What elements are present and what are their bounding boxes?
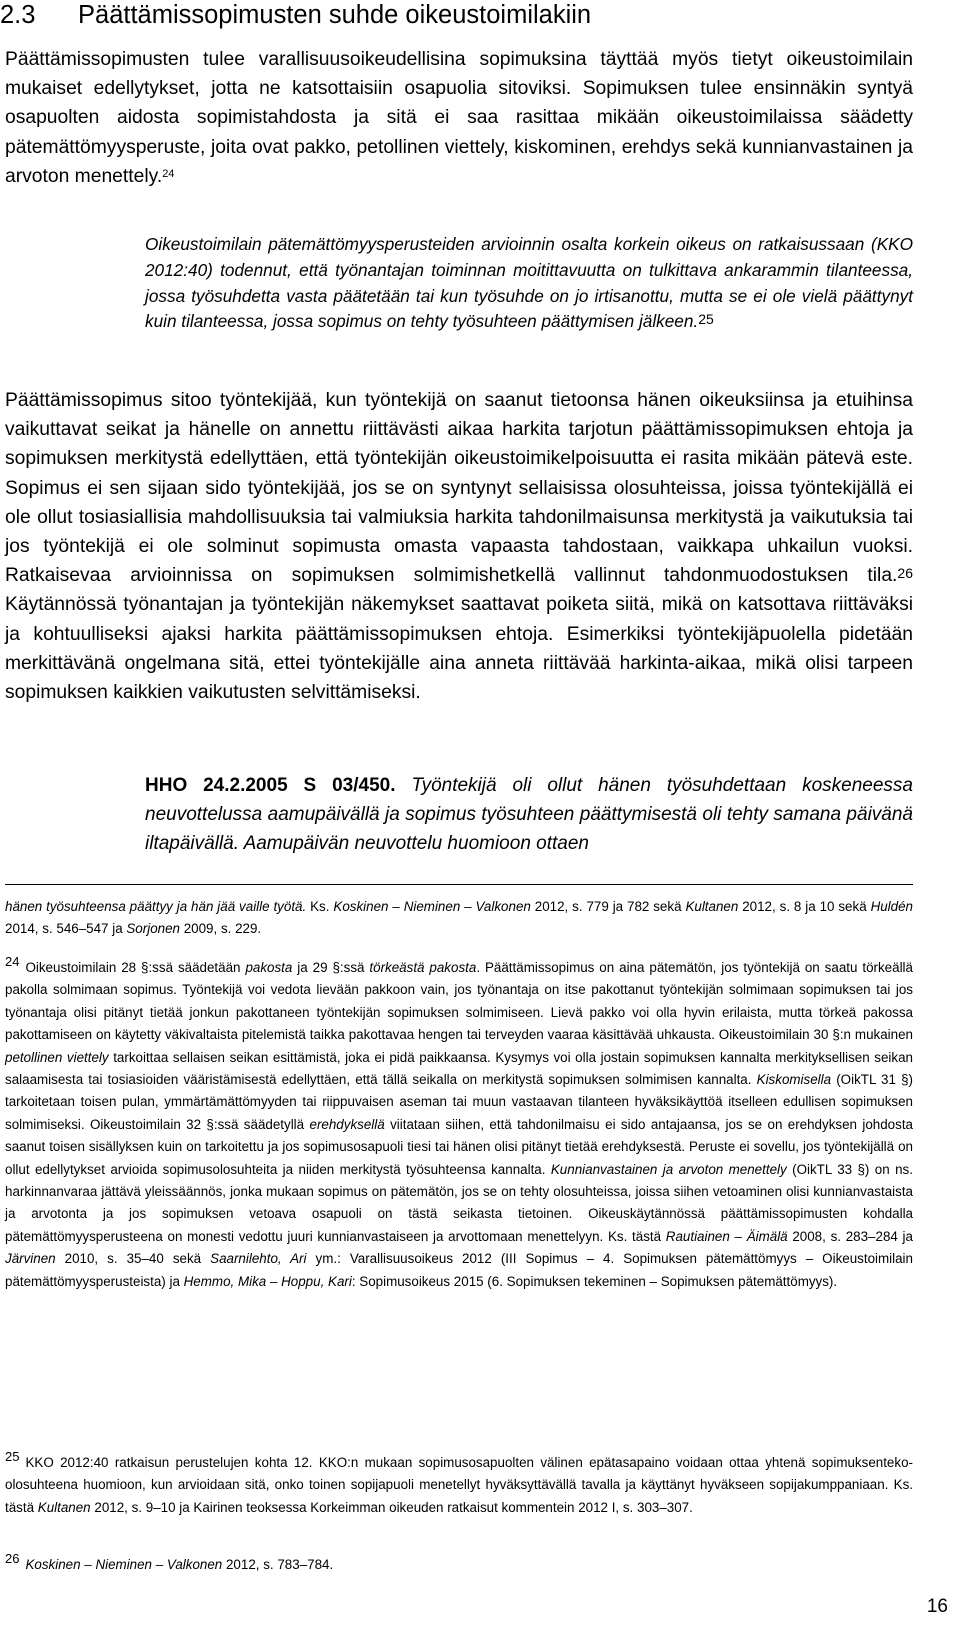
paragraph-binding (5, 386, 913, 707)
footnote-ref-25[interactable]: 25 (698, 311, 714, 328)
paragraph-intro (5, 45, 913, 191)
footnote-25-mark: 25 (5, 1449, 20, 1464)
section-number: 2.3 (0, 1, 36, 29)
page-number: 16 (926, 1596, 948, 1617)
footnote-continued: hänen työsuhteensa päättyy ja hän jää vaille työtä. Ks. Koskinen – Nieminen – Valkonen 2012, s. 779 ja 782 sekä Kultanen 2012, s. 8 ja 10 sekä Huldén 2014, s. 546–547 ja Sorjonen 2009, s. 229. (5, 899, 913, 937)
section-title: Päättämissopimusten suhde oikeustoimilakiin (78, 1, 592, 29)
footnote-ref-26[interactable]: 26 (897, 565, 913, 582)
quote-kko-text: Oikeustoimilain pätemättömyysperusteiden arvioinnin osalta korkein oikeus on ratkaisussaan (KKO 2012:40) todennut, että työnantajan toiminnan moitittavuutta on tulkittava ankarammin tilanteessa, jossa työsuhdetta vasta päätetään tai kun työsuhde on jo irtisanottu, mutta se ei ole vielä päättynyt kuin tilanteessa, jossa sopimus on tehty työsuhteen päättymisen jälkeen. (145, 234, 913, 332)
quote-hho: HHO 24.2.2005 S 03/450. Työntekijä oli ollut hänen työsuhdettaan koskeneessa neuvottelussa aamupäivällä ja sopimus työsuhteen päättymisestä oli tehty samana päivänä iltapäivällä. Aamupäivän neuvottelu huomioon ottaen (145, 775, 913, 854)
paragraph-binding-text-b: Käytännössä työnantajan ja työntekijän näkemykset saattavat poiketa siitä, mikä on katsottava riittäväksi ja kohtuulliseksi ajaksi harkita päättämissopimuksen ehtoja. Esimerkiksi työntekijäpuolella pidetään merkittävänä ongelmana sitä, ettei työntekijälle aina anneta riittävää harkinta-aikaa, mikä olisi tarpeen sopimuksen kaikkien vaikutusten selvittämiseksi. (5, 594, 913, 704)
paragraph-intro-text: Päättämissopimusten tulee varallisuusoikeudellisina sopimuksina täyttää myös tietyt oikeustoimilain mukaiset edellytykset, jotta ne katsottaisiin osapuolia sitoviksi. Sopimuksen tulee ensinnäkin syntyä osapuolten aidosta sopimistahdosta ja sitä ei saa rasittaa mikään oikeustoimilaissa säädetty pätemättömyysperuste, joita ovat pakko, petollinen viettely, kiskominen, erehdys sekä kunnianvastainen ja arvoton menettely. (5, 49, 913, 187)
quote-kko (145, 232, 913, 335)
footnote-26: 26 Koskinen – Nieminen – Valkonen 2012, s. 783–784. (5, 1551, 334, 1572)
footnote-24: 24 Oikeustoimilain 28 §:ssä säädetään pakosta ja 29 §:ssä törkeästä pakosta. Päättämissopimus on aina pätemätön, jos työntekijä on saatu törkeällä pakolla solmimaan sopimus. Työntekijä voi vedota lievään pakkoon vain, jos työnantaja on itse pakottanut työntekijän solmimaan sopimuksen tai jos työnantaja olisi pitänyt tietää jonkun pakottaneen työntekijän sopimuksen solmimiseen. Lievä pakko voi olla hyvin erilaista, mutta törkeä pakossa pakottamiseen on käytetty väkivaltaista pitelemistä taikka pakottavaa hengen tai terveyden vaaraa käsittävää uhkausta. Oikeustoimilain 30 §:n mukainen petollinen viettely tarkoittaa sellaisen seikan esittämistä, joka ei pidä paikkaansa. Kysymys voi olla jostain sopimuksen kannalta merkityksellisen seikan salaamisesta tai tosiasioiden vääristämisestä edellyttäen, että tällä seikalla on merkitystä sopimuksen solmimisen kannalta. Kiskomisella (OikTL 31 §) tarkoitetaan toisen pulan, ymmärtämättömyyden tai riippuvaisen aseman tai muun vastaavan tilanteen hyväksikäyttöä itselleen edullisen sopimuksen solmimiseksi. Oikeustoimilain 32 §:ssä säädetyllä erehdyksellä viitataan siihen, että tahdonilmaisu ei sido antajaansa, jos se on erehdyksen johdosta saanut toisen sisällyksen kuin on tarkoitettu ja jos sopimusosapuoli tiesi tai hänen olisi pitänyt tietää erehdyksestä. Peruste ei sovellu, jos työntekijällä on ollut edellytykset arvioida sopimusolosuhteita ja niiden merkitystä työsuhteensa kannalta. Kunnianvastainen ja arvoton menettely (OikTL 33 §) on ns. harkinnanvaraa jättävä yleissäännös, jonka mukaan sopimus on pätemätön, jos se on tehty olosuhteissa, joissa siihen vetoaminen olisi kunnianvastaista ja arvotonta ja jos sopimuksen vetoava osapuoli on tästä seikasta tietoinen. Oikeuskäytännössä päättämissopimusten kohdalla pätemättömyysperusteena on monesti vedottu juuri kunnianvastaiseen ja arvottomaan menettelyyn. Ks. tästä Rautiainen – Äimälä 2008, s. 283–284 ja Järvinen 2010, s. 35–40 sekä Saarnilehto, Ari ym.: Varallisuusoikeus 2012 (III Sopimus – 4. Sopimuksen pätemättömyys – Oikeustoimilain pätemättömyysperusteista) ja Hemmo, Mika – Hoppu, Kari: Sopimusoikeus 2015 (6. Sopimuksen tekeminen – Sopimuksen pätemättömyys). (5, 954, 913, 1289)
quote-hho-text: Työntekijä oli ollut hänen työsuhdettaan koskeneessa neuvottelussa aamupäivällä ja sopimus työsuhteen päättymisestä oli tehty samana päivänä iltapäivällä. Aamupäivän neuvottelu huomioon ottaen (145, 775, 913, 854)
paragraph-binding-text-a: Päättämissopimus sitoo työntekijää, kun työntekijä on saanut tietoonsa hänen oikeuksiinsa ja etuihinsa vaikuttavat seikat ja hänelle on annettu riittävästi aikaa harkita tarjotun päättämissopimuksen ehtoja ja sopimuksen merkitystä edellyttäen, että työntekijän oikeustoimikelpoisuutta ei rasita mikään pätevä este. Sopimus ei sen sijaan sido työntekijää, jos se on syntynyt sellaisissa olosuhteissa, joissa työntekijällä ei ole ollut tosiasiallisia mahdollisuuksia tai valmiuksia harkita tahdonilmaisunsa merkitystä ja vaikutuksia tai jos työntekijä ei ole solminut sopimusta omasta vapaasta tahdostaan, vaikkapa uhkailun vuoksi. Ratkaisevaa arvioinnissa on sopimuksen solmimishetkellä vallinnut tahdonmuodostuksen tila. (5, 390, 913, 587)
footnote-26-mark: 26 (5, 1551, 20, 1566)
footnote-24-mark: 24 (5, 954, 20, 969)
footnote-ref-24[interactable]: 24 (162, 167, 175, 180)
section-heading (0, 0, 591, 30)
quote-hho-case: HHO 24.2.2005 S 03/450 (145, 775, 391, 796)
footnote-divider (5, 884, 913, 885)
footnote-25: 25 KKO 2012:40 ratkaisun perustelujen kohta 12. KKO:n mukaan sopimusosapuolten välinen epätasapaino voidaan ottaa yhtenä sopimuksenteko-olosuhteena huomioon, kun arvioidaan sitä, onko toinen sopijapuoli menetellyt hyväksyttävällä tavalla ja käyttänyt hyväkseen sopijakumppaniaan. Ks. tästä Kultanen 2012, s. 9–10 ja Kairinen teoksessa Korkeimman oikeuden ratkaisut kommentein 2012 I, s. 303–307. (5, 1449, 913, 1515)
